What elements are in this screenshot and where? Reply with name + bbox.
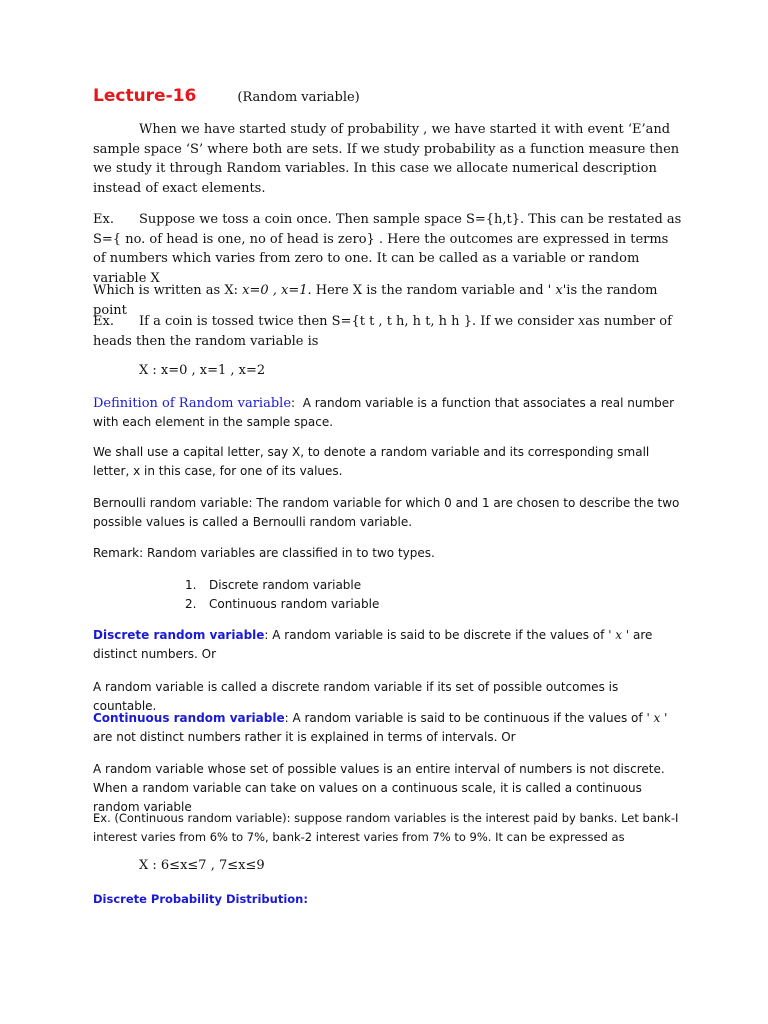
definition-term: Definition of Random variable (93, 396, 292, 411)
notation-paragraph: We shall use a capital letter, say X, to denote a random variable and its corresponding small letter, x in this case, for one of its values. (93, 445, 650, 478)
title-row (93, 86, 360, 106)
remark-paragraph: Remark: Random variables are classified in to two types. (93, 546, 435, 560)
list-item: 2. Continuous random variable (185, 597, 380, 611)
definition-text: A random variable is a function that associates a real number with each element in the sample space. (93, 396, 675, 429)
bernoulli-paragraph: Bernoulli random variable: The random variable for which 0 and 1 are chosen to describe the two possible values is called a Bernoulli random variable. (93, 496, 680, 529)
written-as-point-suffix: is the random point (93, 283, 658, 318)
example2-paragraph (93, 312, 683, 351)
example2-text-b: as number of heads then the random variable is (93, 314, 672, 349)
continuous-paragraph (93, 709, 683, 747)
example1-label: Ex. (93, 212, 114, 227)
continuous-text-a: : A random variable is said to be continuous if the values of (284, 711, 647, 725)
list-item: 1. Discrete random variable (185, 578, 362, 592)
random-point-symbol: ' x' (547, 283, 567, 298)
continuous-term: Continuous random variable (93, 711, 285, 725)
example2-text-a: If a coin is tossed twice then S={t t , t h, h t, h h }. If we consider (139, 314, 578, 329)
written-as-expr: x=0 , x=1 (242, 283, 308, 298)
written-as-suffix: . Here X is the random variable and (307, 283, 548, 298)
discrete-text-b: are distinct numbers. Or (93, 628, 653, 661)
equation-random-variable: X : x=0 , x=1 , x=2 (139, 363, 266, 378)
lecture-subtitle: (Random variable) (237, 90, 360, 105)
discrete-paragraph (93, 626, 683, 664)
intro-paragraph: When we have started study of probability , we have started it with event ‘E’and sample space ‘S’ where both are sets. If we study probability as a function measure then we study it through Random variables. In this case we allocate numerical description instead of exact elements. (93, 122, 680, 196)
example3-paragraph: Ex. (Continuous random variable): suppose random variables is the interest paid by banks. Let bank-I interest varies from 6% to 7%, bank-2 interest varies from 7% to 9%. It can be expressed as (93, 811, 679, 844)
discrete-term: Discrete random variable (93, 628, 265, 642)
discrete-text-a: : A random variable is said to be discrete if the values of (264, 628, 609, 642)
definition-paragraph (93, 394, 683, 432)
continuous-text-b: are not distinct numbers rather it is explained in terms of intervals. Or (93, 730, 516, 744)
continuous-symbol: ' x ' (646, 711, 668, 725)
example2-label: Ex. (93, 314, 114, 329)
section-heading: Discrete Probability Distribution: (93, 892, 308, 906)
types-list (185, 576, 379, 614)
discrete-symbol: ' x ' (608, 628, 630, 642)
example2-var: x (577, 314, 586, 329)
written-as-prefix: Which is written as X: (93, 283, 243, 298)
continuous-alt-paragraph: A random variable whose set of possible values is an entire interval of numbers is not discrete. When a random variable can take on values on a continuous scale, it is called a continuous random variable (93, 762, 665, 814)
example1-paragraph (93, 210, 683, 288)
definition-colon: : (291, 396, 296, 410)
example1-text: Suppose we toss a coin once. Then sample space S={h,t}. This can be restated as S={ no. of head is one, no of head is zero} . Here the outcomes are expressed in terms of numbers which varies from zero to one. It can be called as a variable or random variable X (93, 212, 682, 286)
equation-interest-intervals: X : 6≤x≤7 , 7≤x≤9 (139, 858, 265, 873)
lecture-title: Lecture-16 (93, 86, 197, 106)
discrete-alt-paragraph: A random variable is called a discrete random variable if its set of possible outcomes is countable. (93, 680, 619, 713)
